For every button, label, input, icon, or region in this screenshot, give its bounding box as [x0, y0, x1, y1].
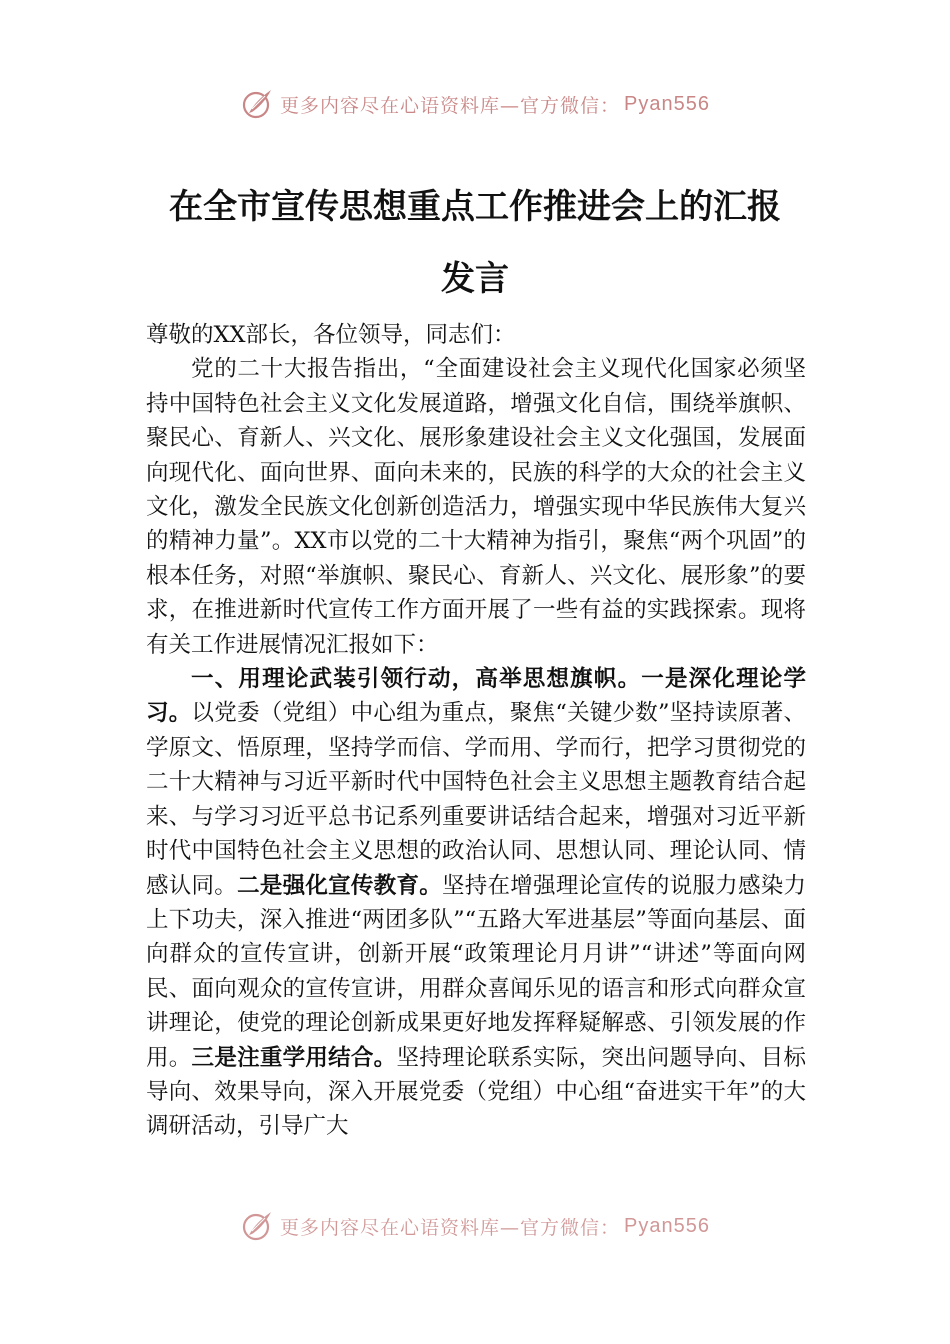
salutation: 尊敬的XX部长，各位领导，同志们：	[146, 322, 516, 348]
feather-logo-icon	[240, 87, 274, 121]
section-1-paragraph	[146, 662, 806, 1144]
watermark-wechat-id: Pyan556	[624, 92, 710, 115]
point-2-text: 坚持在增强理论宣传的说服力感染力上下功夫，深入推进“两团多队”“五路大军进基层”等面向基层、面向群众的宣传宣讲，创新开展“政策理论月月讲”“讲述”等面向网民、面向观众的宣传宣讲，用群众喜闻乐见的语言和形式向群众宣讲理论，使党的理论创新成果更好地发挥释疑解惑、引领发展的作用。	[146, 872, 806, 1071]
document-title-line2: 发言	[441, 259, 509, 299]
document-body	[146, 318, 806, 1144]
watermark-wechat-id: Pyan556	[624, 1214, 710, 1237]
document-title-line1: 在全市宣传思想重点工作推进会上的汇报	[169, 187, 781, 227]
watermark-text: 更多内容尽在心语资料库—官方微信：	[280, 94, 621, 117]
feather-logo-icon	[240, 1209, 274, 1243]
point-2-title: 二是强化宣传教育。	[237, 872, 442, 899]
point-1-text: 以党委（党组）中心组为重点，聚焦“关键少数”坚持读原著、学原文、悟原理，坚持学而信、学而用、学而行，把学习贯彻党的二十大精神与习近平新时代中国特色社会主义思想主题教育结合起来、与学习习近平总书记系列重要讲话结合起来，增强对习近平新时代中国特色社会主义思想的政治认同、思想认同、理论认同、情感认同。	[146, 700, 806, 899]
point-1-title: 一是深化理论学习。	[146, 666, 806, 727]
footer-watermark	[0, 1206, 950, 1246]
intro-paragraph: 党的二十大报告指出，“全面建设社会主义现代化国家必须坚持中国特色社会主义文化发展道路，增强文化自信，围绕举旗帜、聚民心、育新人、兴文化、展形象建设社会主义文化强国，发展面向现代化、面向世界、面向未来的，民族的科学的大众的社会主义文化，激发全民族文化创新创造活力，增强实现中华民族伟大复兴的精神力量”。XX市以党的二十大精神为指引，聚焦“两个巩固”的根本任务，对照“举旗帜、聚民心、育新人、兴文化、展形象”的要求，在推进新时代宣传工作方面开展了一些有益的实践探索。现将有关工作进展情况汇报如下：	[146, 356, 806, 658]
section-1-heading: 一、用理论武装引领行动，高举思想旗帜。	[191, 666, 642, 693]
point-3-text: 坚持理论联系实际，突出问题导向、目标导向、效果导向，深入开展党委（党组）中心组“奋进实干年”的大调研活动，引导广大	[146, 1044, 806, 1140]
watermark-text: 更多内容尽在心语资料库—官方微信：	[280, 1216, 621, 1239]
header-watermark	[0, 84, 950, 124]
point-3-title: 三是注重学用结合。	[191, 1044, 397, 1071]
